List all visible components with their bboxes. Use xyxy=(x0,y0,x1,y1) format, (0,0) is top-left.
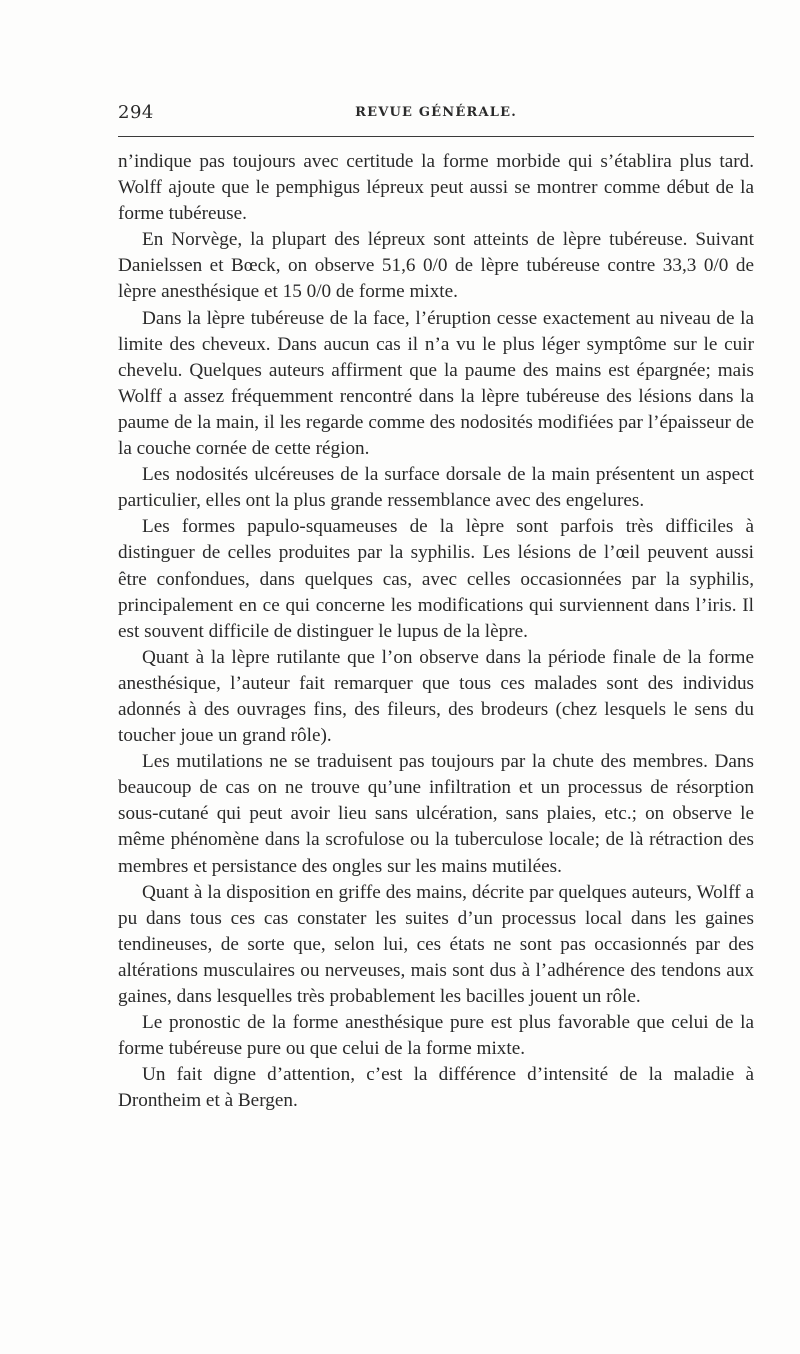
paragraph: Les nodosités ulcéreuses de la surface dorsale de la main présentent un aspect particulier, elles ont la plus grande ressemblance avec des engelures. xyxy=(118,464,754,512)
body-text xyxy=(118,149,754,1114)
paragraph: Un fait digne d’attention, c’est la différence d’intensité de la maladie à Drontheim et à Bergen. xyxy=(118,1064,754,1112)
paragraph: Dans la lèpre tubéreuse de la face, l’éruption cesse exactement au niveau de la limite des cheveux. Dans aucun cas il n’a vu le plus léger symptôme sur le cuir chevelu. Quelques auteurs affirment que la paume des mains est épargnée; mais Wolff a assez fréquemment rencontré dans la lèpre tubéreuse des lésions dans la paume de la main, il les regarde comme des nodosités modifiées par l’épaisseur de la couche cornée de cette région. xyxy=(118,307,754,460)
paragraph: Les formes papulo-squameuses de la lèpre sont parfois très difficiles à distinguer de celles produites par la syphilis. Les lésions de l’œil peuvent aussi être confondues, dans quelques cas, avec celles occasionnées par la syphilis, principalement en ce qui concerne les modifications qui surviennent dans l’iris. Il est souvent difficile de distinguer le lupus de la lèpre. xyxy=(118,516,754,642)
paragraph: Les mutilations ne se traduisent pas toujours par la chute des membres. Dans beaucoup de cas on ne trouve qu’une infiltration et un processus de résorption sous-cutané qui peut avoir lieu sans ulcération, sans plaies, etc.; on observe le même phénomène dans la scrofulose ou la tuberculose locale; de là rétraction des membres et persistance des ongles sur les mains mutilées. xyxy=(118,751,754,877)
paragraph: Le pronostic de la forme anesthésique pure est plus favorable que celui de la forme tubéreuse pure ou que celui de la forme mixte. xyxy=(118,1012,754,1060)
paragraph: n’indique pas toujours avec certitude la forme morbide qui s’établira plus tard. Wolff ajoute que le pemphigus lépreux peut aussi se montrer comme début de la forme tubéreuse. xyxy=(118,151,754,225)
running-title: REVUE GÉNÉRALE. xyxy=(355,105,517,120)
paragraph: Quant à la lèpre rutilante que l’on observe dans la période finale de la forme anesthésique, l’auteur fait remarquer que tous ces malades sont des individus adonnés à des ouvrages fins, des fileurs, des brodeurs (chez lesquels le sens du toucher joue un grand rôle). xyxy=(118,646,754,747)
paragraph: Quant à la disposition en griffe des mains, décrite par quelques auteurs, Wolff a pu dans tous ces cas constater les suites d’un processus local dans les gaines tendineuses, de sorte que, selon lui, ces états ne sont pas occasionnés par des altérations musculaires ou nerveuses, mais sont dus à l’adhérence des tendons aux gaines, dans lesquelles très probablement les bacilles jouent un rôle. xyxy=(118,881,754,1007)
page-header xyxy=(118,102,754,126)
header-rule xyxy=(118,136,754,137)
paragraph: En Norvège, la plupart des lépreux sont atteints de lèpre tubéreuse. Suivant Danielssen et Bœck, on observe 51,6 0/0 de lèpre tubéreuse contre 33,3 0/0 de lèpre anesthésique et 15 0/0 de forme mixte. xyxy=(118,229,754,303)
page-number: 294 xyxy=(118,102,154,123)
